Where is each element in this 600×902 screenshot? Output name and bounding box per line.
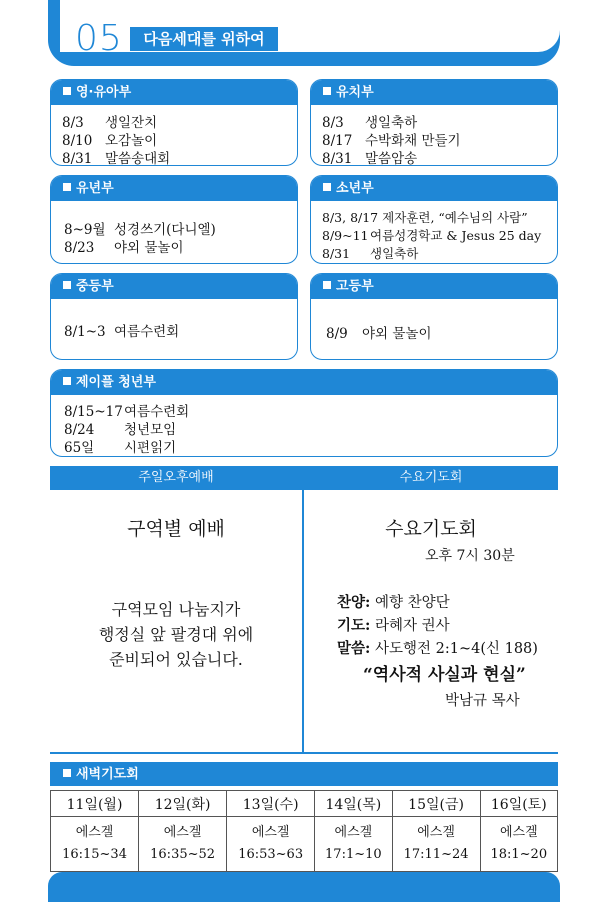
table-row — [51, 817, 558, 872]
list-item: 8/17 수박화채 만들기 — [322, 133, 461, 149]
day-cell: 15일(금) — [392, 791, 480, 817]
square-bullet-icon — [63, 87, 71, 95]
list-item: 8/31 말씀암송 — [322, 151, 418, 166]
list-item: 65일 시편읽기 — [64, 440, 177, 456]
dept-youth-header — [311, 176, 557, 201]
square-bullet-icon — [63, 769, 71, 777]
word-line: 말씀: 사도행전 2:1~4(신 188) — [337, 640, 538, 657]
dept-youth — [310, 175, 558, 264]
dept-high — [310, 273, 558, 360]
dawn-prayer-table — [50, 790, 558, 872]
square-bullet-icon — [63, 183, 71, 191]
dept-high-title: 고등부 — [336, 279, 374, 294]
sunday-afternoon-line: 행정실 앞 팔경대 위에 — [98, 625, 254, 644]
dept-kinder — [310, 79, 558, 166]
list-item: 8/10 오감놀이 — [62, 133, 158, 149]
list-item: 8/1~3 여름수련회 — [64, 324, 180, 340]
square-bullet-icon — [323, 87, 331, 95]
wednesday-header: 수요기도회 — [304, 466, 558, 490]
dept-infant-title: 영·유아부 — [76, 85, 132, 100]
passage-cell: 에스겔 17:1~10 — [315, 817, 392, 872]
dept-young-adult-title: 제이플 청년부 — [76, 375, 156, 390]
day-cell: 16일(토) — [480, 791, 557, 817]
list-item: 8~9월 성경쓰기(다니엘) — [64, 222, 216, 238]
list-item: 8/31 생일축하 — [322, 246, 419, 261]
day-cell: 14일(목) — [315, 791, 392, 817]
day-cell: 11일(월) — [51, 791, 139, 817]
passage-cell: 에스겔 18:1~20 — [480, 817, 557, 872]
dept-kinder-title: 유치부 — [336, 85, 374, 100]
praise-line: 찬양: 예향 찬양단 — [337, 594, 450, 611]
square-bullet-icon — [323, 281, 331, 289]
dept-middle-header — [51, 274, 297, 299]
dept-youth-title: 소년부 — [336, 181, 374, 196]
square-bullet-icon — [63, 377, 71, 385]
section-divider — [302, 466, 304, 752]
dawn-prayer-header-box — [50, 762, 558, 786]
passage-cell: 에스겔 16:15~34 — [51, 817, 139, 872]
dept-middle-title: 중등부 — [76, 279, 114, 294]
section-number: 05 — [75, 18, 123, 59]
prayer-line: 기도: 라혜자 권사 — [337, 617, 450, 634]
page-footer-bar — [48, 872, 560, 902]
section-title: 다음세대를 위하여 — [130, 27, 278, 51]
dept-infant — [50, 79, 298, 166]
dept-middle — [50, 273, 298, 360]
dept-infant-header — [51, 80, 297, 105]
list-item: 8/23 야외 물놀이 — [64, 240, 184, 256]
day-cell: 13일(수) — [227, 791, 315, 817]
passage-cell: 에스겔 17:11~24 — [392, 817, 480, 872]
list-item: 8/24 청년모임 — [64, 422, 177, 438]
dept-young-adult — [50, 369, 558, 457]
dept-junior-title: 유년부 — [76, 181, 114, 196]
sunday-afternoon-title: 구역별 예배 — [127, 518, 225, 540]
dept-young-adult-header — [51, 370, 557, 395]
section-divider — [50, 752, 558, 754]
passage-cell: 에스겔 16:53~63 — [227, 817, 315, 872]
list-item: 8/9 야외 물놀이 — [326, 326, 432, 342]
dawn-prayer-header — [51, 763, 557, 786]
passage-cell: 에스겔 16:35~52 — [139, 817, 227, 872]
table-row — [51, 791, 558, 817]
sunday-afternoon-line: 준비되어 있습니다. — [109, 650, 243, 669]
day-cell: 12일(화) — [139, 791, 227, 817]
list-item: 8/3, 8/17 제자훈련, “예수님의 사람” — [322, 210, 528, 225]
sunday-afternoon-header: 주일오후예배 — [50, 466, 302, 490]
dept-high-header — [311, 274, 557, 299]
dept-junior-header — [51, 176, 297, 201]
preacher: 박남규 목사 — [445, 693, 520, 709]
sermon-title: “역사적 사실과 현실” — [363, 665, 526, 685]
list-item: 8/3 생일잔치 — [62, 115, 158, 131]
wednesday-title: 수요기도회 — [385, 518, 477, 540]
wednesday-time: 오후 7시 30분 — [425, 548, 515, 564]
dawn-prayer-title: 새벽기도회 — [76, 767, 139, 782]
dept-kinder-header — [311, 80, 557, 105]
square-bullet-icon — [323, 183, 331, 191]
list-item: 8/15~17여름수련회 — [64, 404, 190, 420]
list-item: 8/9~11 여름성경학교 & Jesus 25 day — [322, 228, 542, 243]
dept-junior — [50, 175, 298, 264]
sunday-afternoon-line: 구역모임 나눔지가 — [111, 600, 241, 619]
list-item: 8/31 말씀송대회 — [62, 151, 171, 166]
list-item: 8/3 생일축하 — [322, 115, 418, 131]
page-header — [0, 0, 560, 66]
square-bullet-icon — [63, 281, 71, 289]
